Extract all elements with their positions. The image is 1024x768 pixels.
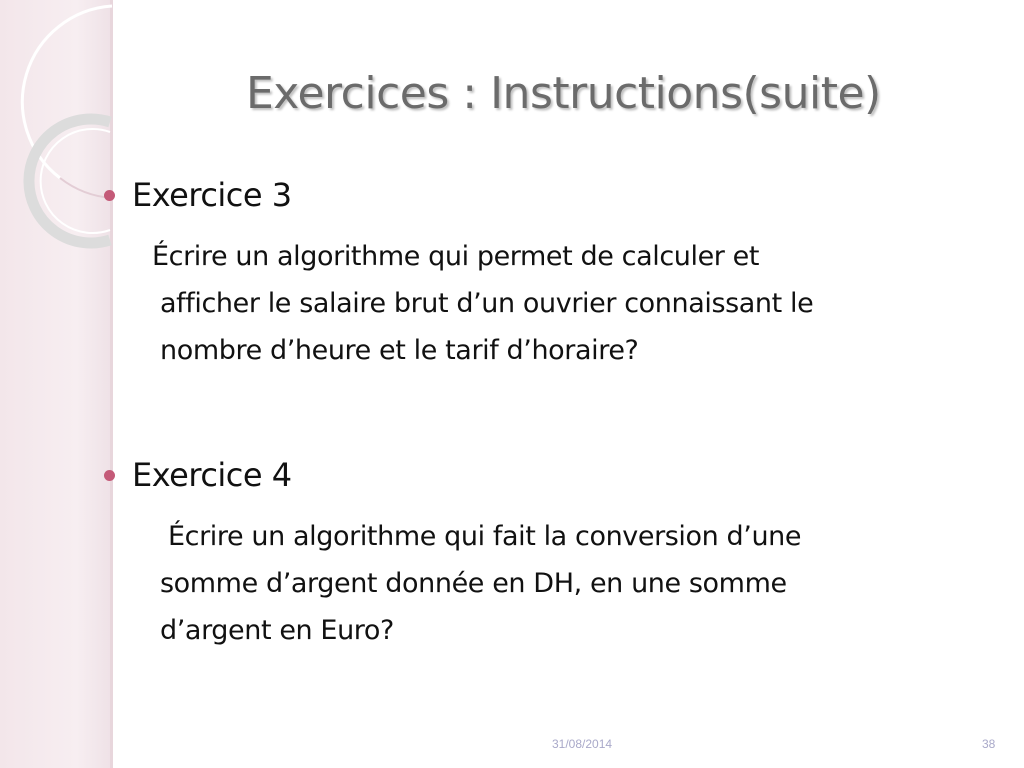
paragraph-line: Écrire un algorithme qui fait la conversion d’une — [168, 521, 802, 552]
bullet-dot-icon — [104, 470, 115, 481]
bullet-exercice-4 — [104, 456, 292, 494]
paragraph-line: Écrire un algorithme qui permet de calculer et — [152, 241, 760, 272]
exercice-4-text — [160, 513, 980, 654]
bullet-heading: Exercice 3 — [132, 176, 292, 214]
exercice-3-text — [152, 233, 980, 374]
paragraph-line: d’argent en Euro? — [160, 615, 394, 646]
bullet-exercice-3 — [104, 176, 292, 214]
paragraph-line: nombre d’heure et le tarif d’horaire? — [160, 335, 639, 366]
paragraph-line: afficher le salaire brut d’un ouvrier connaissant le — [160, 288, 814, 319]
footer-page-number: 38 — [982, 737, 996, 751]
decor-ring-inner — [41, 129, 110, 233]
bullet-heading: Exercice 4 — [132, 456, 292, 494]
paragraph-line: somme d’argent donnée en DH, en une somme — [160, 568, 787, 599]
footer-date: 31/08/2014 — [552, 737, 613, 751]
bullet-dot-icon — [104, 190, 115, 201]
decorative-circles — [0, 0, 160, 260]
slide-title: Exercices : Instructions(suite) — [246, 68, 881, 119]
